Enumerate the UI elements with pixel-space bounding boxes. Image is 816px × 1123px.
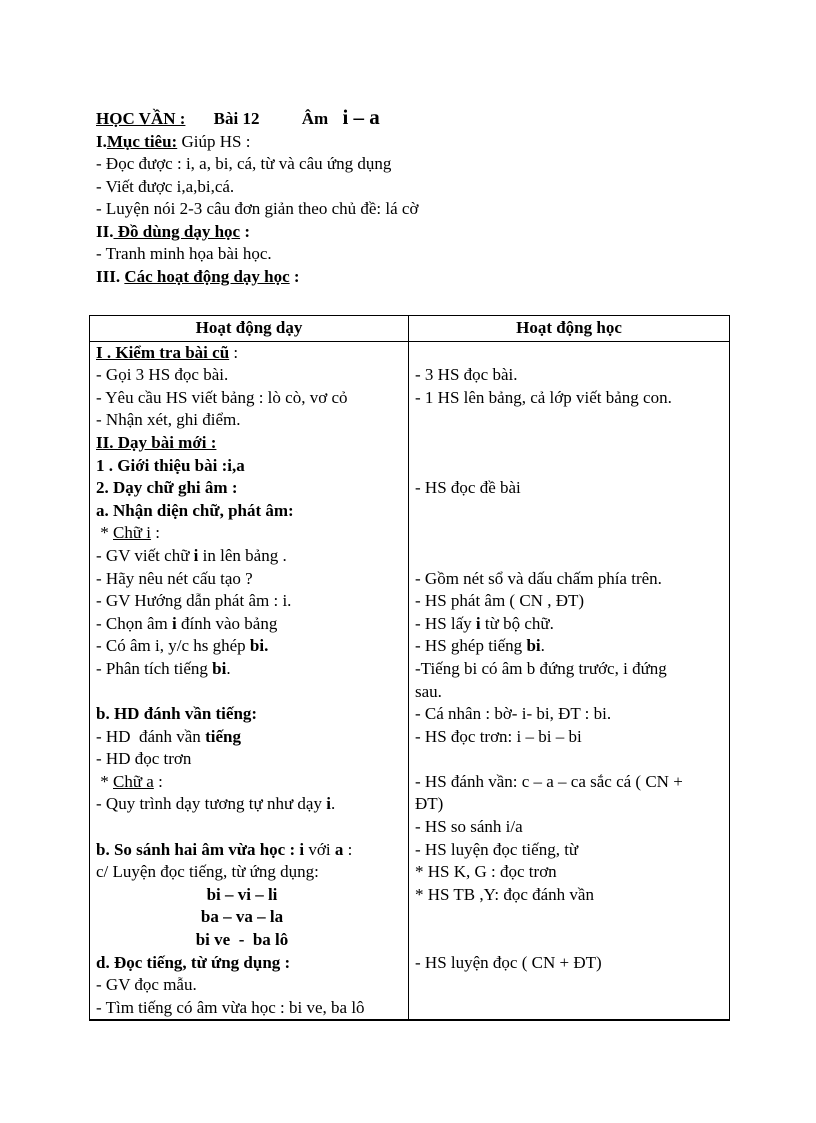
table-line: - Yêu cầu HS viết bảng : lò cò, vơ cỏ <box>96 387 348 407</box>
table-line: - Nhận xét, ghi điểm. <box>96 410 241 430</box>
table-line: - HD đọc trơn <box>96 749 192 769</box>
objectives-intro: Giúp HS : <box>177 131 251 151</box>
materials-heading: II. Đồ dùng dạy học : <box>96 221 251 241</box>
subject-label: HỌC VẦN : <box>96 109 186 128</box>
title-row <box>96 106 736 131</box>
table-line: - Cá nhân : bờ- i- bi, ĐT : bi. <box>415 704 612 724</box>
table-line: b. HD đánh vần tiếng: <box>96 704 258 724</box>
table-line: II. Dạy bài mới : <box>96 432 217 452</box>
am-label: Âm <box>301 109 329 128</box>
table-line <box>415 906 729 929</box>
table-line: ĐT) <box>415 794 444 814</box>
activities-table <box>89 315 730 1021</box>
table-line: - 3 HS đọc bài. <box>415 365 518 385</box>
table-body-row <box>90 341 730 1020</box>
table-line: ba – va – la <box>200 907 284 927</box>
table-line: - HS phát âm ( CN , ĐT) <box>415 591 585 611</box>
table-line: 2. Dạy chữ ghi âm : <box>96 478 238 498</box>
table-line <box>415 748 729 771</box>
table-line: * Chữ i : <box>96 523 161 543</box>
table-line <box>415 342 729 365</box>
table-line: - Chọn âm i đính vào bảng <box>96 613 278 633</box>
activities-title: Các hoạt động dạy học <box>124 266 290 286</box>
table-line: * HS K, G : đọc trơn <box>415 862 557 882</box>
teacher-column-header: Hoạt động dạy <box>90 316 409 342</box>
lesson-number: Bài 12 <box>213 109 260 128</box>
objective-item: - Viết được i,a,bi,cá. <box>96 176 235 196</box>
table-line: -Tiếng bi có âm b đứng trước, i đứng <box>415 658 667 678</box>
teacher-activities-cell <box>90 341 409 1020</box>
table-line: b. So sánh hai âm vừa học : i với a : <box>96 839 353 859</box>
table-line: 1 . Giới thiệu bài :i,a <box>96 455 245 475</box>
table-line <box>415 545 729 568</box>
lesson-header <box>96 106 736 288</box>
table-line: - Gồm nét sổ và dấu chấm phía trên. <box>415 568 662 588</box>
table-line <box>415 522 729 545</box>
table-line: sau. <box>415 681 442 701</box>
table-line: - HS đọc đề bài <box>415 478 521 498</box>
objective-item: - Đọc được : i, a, bi, cá, từ và câu ứng dụng <box>96 154 392 173</box>
objectives-title: Mục tiêu: <box>106 131 178 151</box>
table-line: - Quy trình dạy tương tự như dạy i. <box>96 794 336 814</box>
table-line: c/ Luyện đọc tiếng, từ ứng dụng: <box>96 862 319 882</box>
materials-item: - Tranh minh họa bài học. <box>96 244 272 263</box>
table-line: - HD đánh vần tiếng <box>96 726 241 746</box>
table-line: - GV Hướng dẫn phát âm : i. <box>96 591 292 611</box>
table-line: - HS đọc trơn: i – bi – bi <box>415 726 582 746</box>
objective-item: - Luyện nói 2-3 câu đơn giản theo chủ đề: lá cờ <box>96 199 419 218</box>
table-line: - Tìm tiếng có âm vừa học : bi ve, ba lô <box>96 997 365 1017</box>
table-line: - HS đánh vần: c – a – ca sắc cá ( CN + <box>415 771 683 791</box>
table-line <box>415 432 729 455</box>
table-line <box>96 816 408 839</box>
activities-heading: III. Các hoạt động dạy học : <box>96 266 300 286</box>
table-line: - HS luyện đọc ( CN + ĐT) <box>415 952 602 972</box>
table-line: bi – vi – li <box>206 884 278 904</box>
table-line: - GV viết chữ i in lên bảng . <box>96 545 287 565</box>
table-line <box>415 455 729 478</box>
table-header-row <box>90 316 730 342</box>
table-line <box>415 929 729 952</box>
table-line: - HS ghép tiếng bi. <box>415 636 545 656</box>
table-line <box>96 681 408 704</box>
table-line: * HS TB ,Y: đọc đánh vần <box>415 884 594 904</box>
table-line: - HS luyện đọc tiếng, từ <box>415 839 579 859</box>
table-line: I . Kiểm tra bài cũ : <box>96 342 239 362</box>
table-line <box>415 974 729 997</box>
student-activities-cell <box>409 341 730 1020</box>
table-line: d. Đọc tiếng, từ ứng dụng : <box>96 952 291 972</box>
table-line: a. Nhận diện chữ, phát âm: <box>96 500 294 520</box>
table-line: - 1 HS lên bảng, cả lớp viết bảng con. <box>415 387 672 407</box>
student-column-header: Hoạt động học <box>409 316 730 342</box>
table-line <box>415 409 729 432</box>
table-line: - HS so sánh i/a <box>415 817 523 837</box>
table-line: - Phân tích tiếng bi. <box>96 658 231 678</box>
lesson-letters: i – a <box>342 105 380 129</box>
table-line: - GV đọc mẫu. <box>96 975 197 995</box>
materials-title: Đồ dùng dạy học <box>113 221 241 241</box>
table-line: - HS lấy i từ bộ chữ. <box>415 613 554 633</box>
table-line: * Chữ a : <box>96 771 163 791</box>
table-line <box>415 500 729 523</box>
table-line: bi ve - ba lô <box>195 930 289 950</box>
table-line: - Hãy nêu nét cấu tạo ? <box>96 568 253 588</box>
table-line: - Có âm i, y/c hs ghép bi. <box>96 636 269 656</box>
objectives-heading: I.Mục tiêu: Giúp HS : <box>96 131 251 151</box>
table-line: - Gọi 3 HS đọc bài. <box>96 365 229 385</box>
